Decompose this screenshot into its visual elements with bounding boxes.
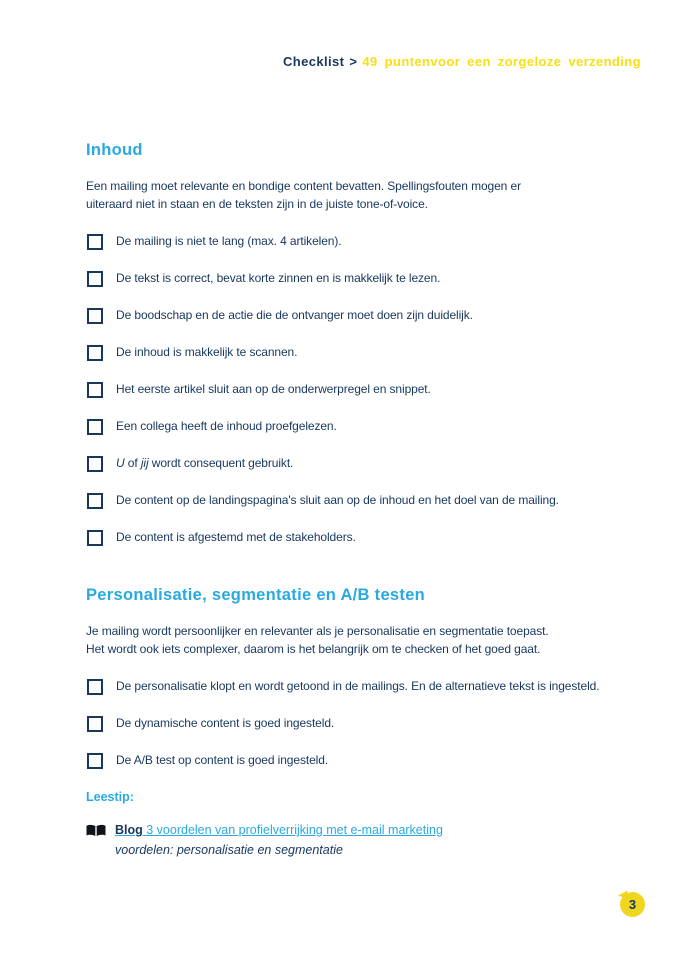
section-intro-inhoud — [86, 177, 634, 213]
checklist-item — [86, 529, 634, 546]
intro-line: Je mailing wordt persoonlijker en relevanter als je personalisatie en segmentatie toepast. — [86, 624, 549, 638]
reading-tip — [86, 822, 634, 859]
breadcrumb-title: 49 puntenvoor een zorgeloze verzending — [362, 54, 641, 69]
checklist-item — [86, 492, 634, 509]
checklist-item — [86, 344, 634, 361]
checklist-item — [86, 678, 634, 695]
blog-subtitle: voordelen: personalisatie en segmentatie — [115, 843, 343, 857]
checklist-item-label: Een collega heeft de inhoud proefgelezen. — [116, 419, 337, 433]
breadcrumb-separator: > — [349, 54, 358, 69]
section-heading-personalisatie: Personalisatie, segmentatie en A/B testen — [86, 586, 426, 604]
checklist-item-label: De personalisatie klopt en wordt getoond in de mailings. En de alternatieve tekst is ingesteld. — [116, 679, 600, 693]
blog-link[interactable] — [115, 823, 443, 837]
breadcrumb — [283, 54, 641, 69]
text-part: 3 voordelen van profielverrijking met e-mail marketing — [142, 823, 443, 837]
checklist-item-label: De dynamische content is goed ingesteld. — [116, 716, 335, 730]
checklist-item-label: De inhoud is makkelijk te scannen. — [116, 345, 298, 359]
checklist-item — [86, 715, 634, 732]
checkbox[interactable] — [87, 456, 103, 472]
checklist-item-label: De mailing is niet te lang (max. 4 artikelen). — [116, 234, 342, 248]
checklist-item-label: De boodschap en de actie die de ontvanger moet doen zijn duidelijk. — [116, 308, 473, 322]
text-part: wordt consequent gebruikt. — [148, 456, 294, 470]
checkbox[interactable] — [87, 419, 103, 435]
checkbox[interactable] — [87, 679, 103, 695]
intro-line: Het wordt ook iets complexer, daarom is het belangrijk om te checken of het goed gaat. — [86, 642, 541, 656]
open-book-icon — [86, 824, 106, 837]
checkbox[interactable] — [87, 271, 103, 287]
checklist-item — [86, 270, 634, 287]
page-content — [86, 141, 634, 859]
page-number-badge — [620, 892, 645, 917]
section-intro-personalisatie — [86, 622, 634, 658]
checklist-item-label — [116, 455, 293, 472]
leestip-label: Leestip: — [86, 790, 134, 804]
checklist-item-label: De tekst is correct, bevat korte zinnen en is makkelijk te lezen. — [116, 271, 441, 285]
intro-line: Een mailing moet relevante en bondige content bevatten. Spellingsfouten mogen er — [86, 179, 521, 193]
checkbox[interactable] — [87, 308, 103, 324]
checklist-item-label: Het eerste artikel sluit aan op de onderwerpregel en snippet. — [116, 382, 431, 396]
checkbox[interactable] — [87, 234, 103, 250]
checkbox[interactable] — [87, 530, 103, 546]
badge-notch-icon — [618, 888, 628, 898]
text-part: Blog — [115, 823, 143, 837]
intro-line: uiteraard niet in staan en de teksten zijn in de juiste tone-of-voice. — [86, 197, 428, 211]
reading-tip-text — [115, 822, 443, 859]
checklist-item — [86, 233, 634, 250]
checkbox[interactable] — [87, 493, 103, 509]
checklist-item — [86, 752, 634, 769]
checklist-item — [86, 307, 634, 324]
checklist-item — [86, 418, 634, 435]
checklist-item-label: De A/B test op content is goed ingesteld. — [116, 753, 329, 767]
checklist-item — [86, 381, 634, 398]
checklist-item-label: De content op de landingspagina's sluit aan op de inhoud en het doel van de mailing. — [116, 493, 559, 507]
checklist-item-label: De content is afgestemd met de stakeholders. — [116, 530, 356, 544]
checklist-item — [86, 455, 634, 472]
checkbox[interactable] — [87, 382, 103, 398]
text-part: U — [116, 456, 125, 470]
checkbox[interactable] — [87, 716, 103, 732]
text-part: jij — [140, 456, 149, 470]
checklist-inhoud — [86, 233, 634, 546]
breadcrumb-section: Checklist — [283, 54, 345, 69]
text-part: of — [124, 456, 141, 470]
checkbox[interactable] — [87, 345, 103, 361]
checklist-personalisatie — [86, 678, 634, 769]
page-number: 3 — [628, 897, 637, 912]
section-heading-inhoud: Inhoud — [86, 141, 143, 159]
checkbox[interactable] — [87, 753, 103, 769]
